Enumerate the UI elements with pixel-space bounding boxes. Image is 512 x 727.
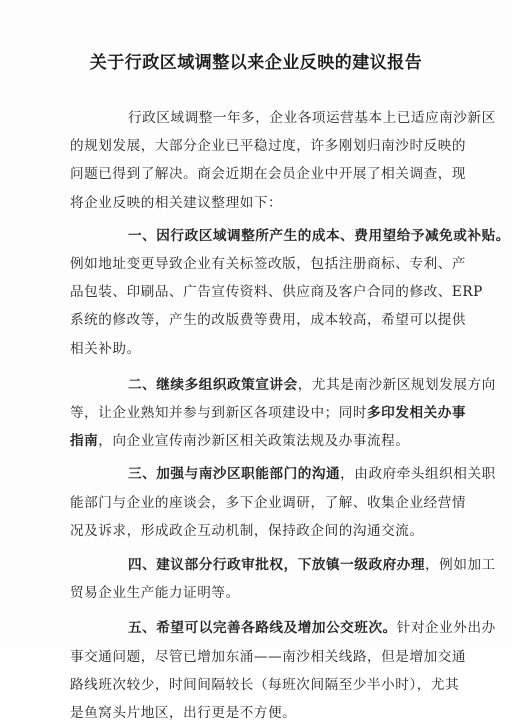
text: ，向企业宣传南沙新区相关政策法规及办事流程。 (98, 433, 410, 450)
text-line (128, 460, 496, 488)
bold-text: 五、希望可以完善各路线及增加公交班次。 (128, 620, 397, 637)
text: 况及诉求，形成政企互动机制，保持政企间的沟通交流。 (70, 522, 424, 539)
text-line (70, 517, 458, 545)
text-line (128, 551, 496, 579)
text-line (128, 222, 510, 250)
text-line (70, 427, 458, 455)
bold-text: 指南 (70, 433, 99, 450)
text-line (128, 614, 496, 642)
bold-text: 二、继续多组织政策宣讲会 (128, 376, 298, 393)
text-line (70, 278, 483, 306)
text-line (70, 399, 467, 427)
text: 能部门与企业的座谈会，多下企业调研，了解、收集企业经营情 (70, 494, 467, 511)
text: 问题已得到了解决。商会近期在会员企业中开展了相关调查，现 (70, 166, 467, 183)
text-line (70, 699, 458, 727)
text: 例如地址变更导致企业有关标签改版，包括注册商标、专利、产 (70, 256, 467, 272)
text-line (70, 335, 458, 363)
bold-text: 四、建议部分行政审批权，下放镇一级政府办理 (128, 557, 426, 573)
text: ，例如加工 (425, 557, 496, 573)
text: 系统的修改等，产生的改版费等费用，成本较高，希望可以提供 (70, 312, 467, 329)
text-line (70, 250, 467, 278)
text: 贸易企业生产能力证明等。 (70, 585, 240, 602)
document-title: 关于行政区域调整以来企业反映的建议报告 (89, 53, 423, 73)
text-line (70, 132, 467, 160)
text-line (70, 671, 458, 699)
text: ，由政府牵头组织相关职 (340, 466, 496, 483)
text-line (70, 489, 467, 517)
text: 等，让企业熟知并参与到新区各项建设中；同时 (70, 405, 368, 421)
text-line (128, 104, 496, 132)
bold-text: 多印发相关办事 (367, 405, 467, 421)
text-line (70, 643, 467, 671)
text: 事交通问题，尽管已增加东涌——南沙相关线路，但是增加交通 (70, 648, 467, 665)
text: 路线班次较少，时间间隔较长（每班次间隔至少半小时），尤其 (70, 676, 460, 693)
text: 的规划发展，大部分企业已平稳过度，许多刚划归南沙时反映的 (70, 138, 467, 155)
text-line (70, 579, 458, 607)
text: ，尤其是南沙新区规划发展方向 (297, 376, 496, 393)
text-line (70, 306, 467, 334)
text-line (128, 371, 496, 399)
text: 相关补助。 (70, 340, 141, 357)
text-line (70, 160, 467, 188)
text-line (70, 189, 458, 217)
text: 是鱼窝头片地区，出行更是不方便。 (70, 705, 297, 721)
bold-text: 三、加强与南沙区职能部门的沟通 (128, 466, 341, 483)
text: 品包装、印刷品、广告宣传资料、供应商及客户合同的修改、ERP (70, 284, 483, 301)
bold-text: 一、因行政区域调整所产生的成本、费用望给予减免或补贴。 (128, 227, 510, 244)
text: 将企业反映的相关建议整理如下： (70, 194, 283, 211)
text: 行政区域调整一年多，企业各项运营基本上已适应南沙新区 (128, 110, 496, 126)
text: 针对企业外出办 (396, 620, 496, 637)
